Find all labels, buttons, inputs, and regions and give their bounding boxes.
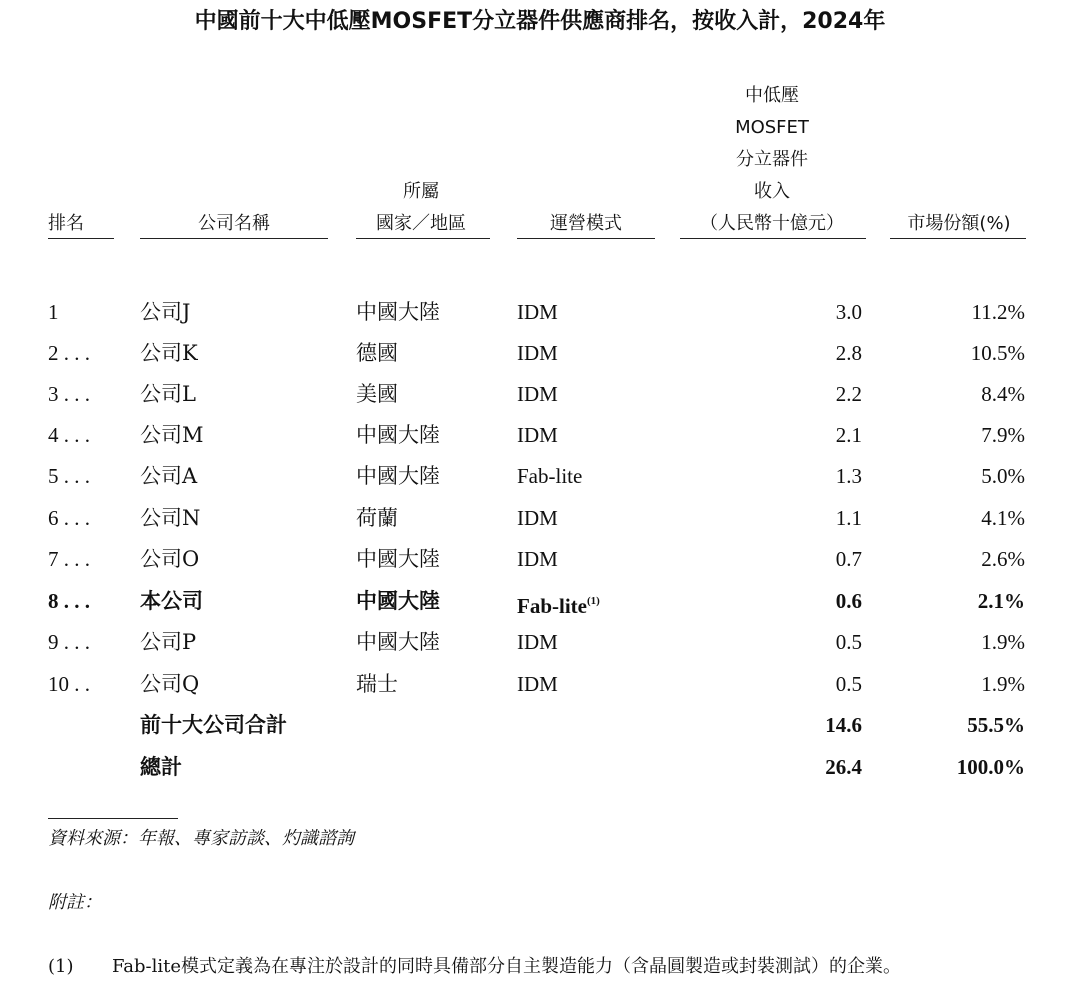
rank-cell: 6 . . . [48,506,90,530]
header-revenue-line3: 分立器件 [736,149,808,170]
region-cell: 中國大陸 [356,547,440,571]
region-cell: 中國大陸 [356,300,440,324]
revenue-cell: 0.6 [835,589,862,613]
source-note: 資料來源：年報、專家訪談、灼識諮詢 [48,828,354,849]
share-cell: 4.1% [981,506,1025,530]
header-model: 運營模式 [550,213,622,234]
company-cell: 公司P [140,630,197,654]
model-cell [517,581,600,626]
revenue-cell: 0.7 [835,547,862,571]
model-cell: Fab-lite [517,464,583,488]
model-cell: IDM [517,672,558,696]
table-row [0,374,1080,414]
company-cell: 公司L [140,382,196,406]
rank-cell: 2 . . . [48,341,90,365]
region-cell: 中國大陸 [356,630,440,654]
region-cell: 德國 [356,341,398,365]
rank-cell: 7 . . . [48,547,90,571]
grand-total-label: 總計 [140,755,182,779]
revenue-cell: 3.0 [835,300,862,324]
model-text: Fab-lite [517,594,587,618]
region-cell: 瑞士 [356,672,398,696]
grand-total-revenue: 26.4 [825,755,862,779]
top10-total-revenue: 14.6 [825,713,862,737]
model-cell: IDM [517,423,558,447]
note-number: (1) [48,956,74,977]
company-cell: 公司M [140,423,204,447]
company-cell: 公司Q [140,672,200,696]
header-share: 市場份額(%) [907,213,1011,234]
share-cell: 1.9% [981,672,1025,696]
revenue-cell: 1.3 [835,464,862,488]
grand-total-row [0,747,1080,787]
header-underline-region [356,238,490,239]
share-cell: 2.1% [977,589,1025,613]
region-cell: 中國大陸 [356,588,440,613]
revenue-cell: 2.2 [835,382,862,406]
top10-total-share: 55.5% [967,713,1025,737]
header-underline-share [890,238,1026,239]
model-cell: IDM [517,630,558,654]
rank-cell: 10 . . [48,672,90,696]
header-company: 公司名稱 [198,213,270,234]
table-row [0,622,1080,662]
share-cell: 10.5% [970,341,1025,365]
header-underline-company [140,238,328,239]
rank-cell: 5 . . . [48,464,90,488]
rank-cell: 4 . . . [48,423,90,447]
share-cell: 11.2% [971,300,1025,324]
header-underline-revenue [680,238,866,239]
top10-total-label: 前十大公司合計 [140,713,287,737]
table-row [0,664,1080,704]
model-cell: IDM [517,506,558,530]
company-cell: 公司J [140,300,191,324]
share-cell: 1.9% [981,630,1025,654]
header-revenue-line5: （人民幣十億元） [700,213,844,234]
table-row [0,292,1080,332]
rank-cell: 3 . . . [48,382,90,406]
table-row-highlighted [0,581,1080,621]
revenue-cell: 1.1 [835,506,862,530]
footnote-divider [48,818,178,819]
model-cell: IDM [517,300,558,324]
header-underline-rank [48,238,114,239]
model-cell: IDM [517,382,558,406]
rank-cell: 1 [48,300,59,324]
rank-cell: 9 . . . [48,630,90,654]
model-cell: IDM [517,547,558,571]
company-cell: 公司K [140,341,198,365]
header-revenue-line1: 中低壓 [745,85,799,106]
header-revenue-line4: 收入 [754,181,790,202]
revenue-cell: 0.5 [835,630,862,654]
revenue-cell: 2.8 [835,341,862,365]
company-cell: 公司O [140,547,200,571]
share-cell: 5.0% [981,464,1025,488]
region-cell: 中國大陸 [356,423,440,447]
header-rank: 排名 [48,213,84,234]
header-revenue-line2: MOSFET [735,117,809,138]
header-region-line1: 所屬 [403,181,439,202]
note-text: Fab-lite模式定義為在專注於設計的同時具備部分自主製造能力（含晶圓製造或封裝測試）的企業。 [112,956,901,977]
rank-cell: 8 . . . [48,589,90,613]
region-cell: 美國 [356,382,398,406]
page-title: 中國前十大中低壓MOSFET分立器件供應商排名，按收入計，2024年 [194,9,886,34]
company-cell: 公司A [140,464,198,488]
share-cell: 7.9% [981,423,1025,447]
top10-total-row [0,705,1080,745]
footnote-ref: (1) [586,595,600,607]
share-cell: 8.4% [981,382,1025,406]
model-cell: IDM [517,341,558,365]
table-row [0,539,1080,579]
header-underline-model [517,238,655,239]
company-cell: 本公司 [140,588,203,613]
revenue-cell: 2.1 [835,423,862,447]
region-cell: 荷蘭 [356,506,398,530]
region-cell: 中國大陸 [356,464,440,488]
notes-label: 附註： [48,892,102,913]
table-row [0,333,1080,373]
table-row [0,415,1080,455]
header-region-line2: 國家／地區 [376,213,466,234]
grand-total-share: 100.0% [956,755,1025,779]
table-row [0,498,1080,538]
share-cell: 2.6% [981,547,1025,571]
company-cell: 公司N [140,506,201,530]
table-row [0,456,1080,496]
revenue-cell: 0.5 [835,672,862,696]
